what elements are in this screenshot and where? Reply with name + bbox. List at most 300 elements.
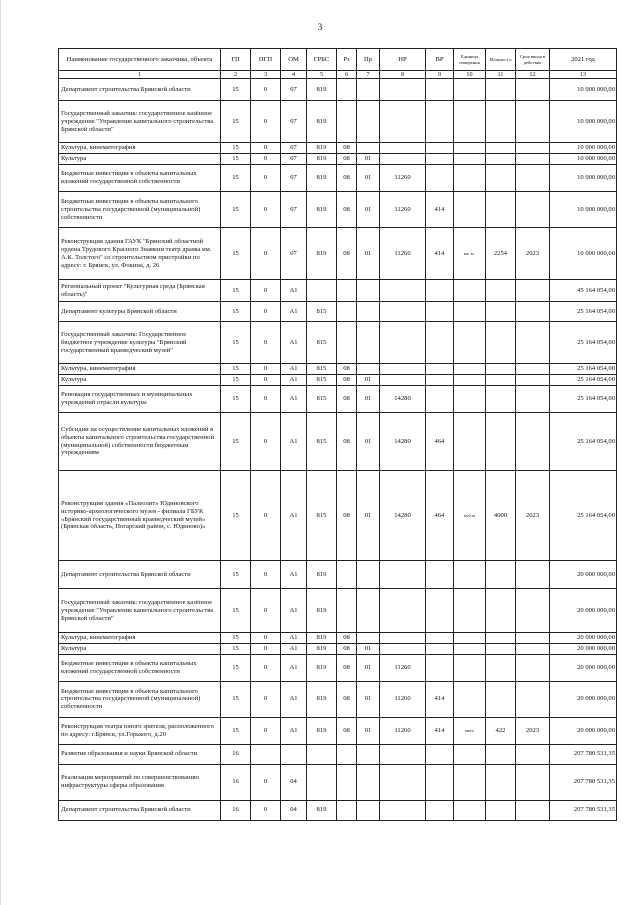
cell-name: Бюджетные инвестиции в объекты капитальных вложений государственной собственности (59, 165, 221, 192)
cell-nr (380, 154, 426, 165)
cell-term (516, 654, 550, 681)
col-gp-header: ГП (221, 49, 251, 71)
cell-pgp: 0 (251, 280, 281, 302)
cell-unit (454, 800, 486, 820)
column-index-cell: 5 (307, 71, 337, 79)
cell-gp: 15 (221, 228, 251, 280)
cell-pgp: 0 (251, 654, 281, 681)
cell-rz: 08 (337, 717, 357, 744)
cell-om: 07 (281, 143, 307, 154)
cell-om: A1 (281, 717, 307, 744)
cell-grbs: 819 (307, 633, 337, 644)
col-rz-header: Рз (337, 49, 357, 71)
cell-term: 2023 (516, 717, 550, 744)
table-row (59, 386, 617, 413)
cell-pgp: 0 (251, 717, 281, 744)
cell-term (516, 154, 550, 165)
cell-term (516, 643, 550, 654)
cell-term (516, 800, 550, 820)
cell-nr (380, 364, 426, 375)
cell-pr (357, 561, 380, 589)
cell-amount: 10 000 000,00 (550, 79, 617, 101)
cell-capacity (486, 375, 516, 386)
table-row (59, 800, 617, 820)
cell-pr: 01 (357, 228, 380, 280)
cell-grbs: 815 (307, 375, 337, 386)
table-row (59, 633, 617, 644)
cell-om: 07 (281, 154, 307, 165)
cell-pr: 01 (357, 375, 380, 386)
column-index-cell: 4 (281, 71, 307, 79)
cell-rz (337, 589, 357, 633)
col-nr-header: НР (380, 49, 426, 71)
cell-term (516, 375, 550, 386)
cell-amount: 45 164 054,00 (550, 280, 617, 302)
cell-gp: 15 (221, 561, 251, 589)
cell-pr (357, 79, 380, 101)
cell-pgp: 0 (251, 633, 281, 644)
cell-om: 07 (281, 192, 307, 228)
table-row (59, 561, 617, 589)
cell-nr (380, 764, 426, 800)
col-om-header: ОМ (281, 49, 307, 71)
cell-unit (454, 643, 486, 654)
cell-name: Государственный заказчик: государственное казённое учреждение "Управление капитального строительства Брянской области" (59, 101, 221, 143)
cell-nr (380, 79, 426, 101)
cell-om: 04 (281, 764, 307, 800)
cell-gp: 15 (221, 375, 251, 386)
cell-rz (337, 744, 357, 764)
cell-grbs: 815 (307, 386, 337, 413)
cell-unit (454, 764, 486, 800)
cell-nr (380, 302, 426, 322)
cell-amount: 20 000 000,00 (550, 589, 617, 633)
cell-nr: 11260 (380, 681, 426, 717)
scan-edge (0, 0, 1, 905)
cell-amount: 207 780 531,35 (550, 764, 617, 800)
cell-amount: 10 000 000,00 (550, 192, 617, 228)
cell-pr: 01 (357, 643, 380, 654)
column-index-row (59, 71, 617, 79)
cell-nr (380, 143, 426, 154)
cell-pr: 01 (357, 386, 380, 413)
cell-unit (454, 302, 486, 322)
cell-nr (380, 322, 426, 364)
cell-pgp: 0 (251, 79, 281, 101)
column-index-cell: 12 (516, 71, 550, 79)
cell-unit (454, 375, 486, 386)
cell-grbs: 819 (307, 79, 337, 101)
cell-om: A1 (281, 654, 307, 681)
cell-grbs: 819 (307, 165, 337, 192)
cell-grbs (307, 764, 337, 800)
cell-pr (357, 143, 380, 154)
cell-grbs: 815 (307, 302, 337, 322)
col-unit-header: Единица измерения (454, 49, 486, 71)
cell-capacity: 422 (486, 717, 516, 744)
cell-name: Культура (59, 154, 221, 165)
col-pgp-header: ПГП (251, 49, 281, 71)
cell-capacity (486, 154, 516, 165)
cell-pr: 01 (357, 654, 380, 681)
cell-om: 07 (281, 79, 307, 101)
cell-pgp (251, 744, 281, 764)
table-row (59, 764, 617, 800)
col-vr-header: ВР (426, 49, 454, 71)
cell-term (516, 386, 550, 413)
cell-term (516, 322, 550, 364)
col-year-header: 2021 год (550, 49, 617, 71)
cell-nr (380, 280, 426, 302)
cell-pgp: 0 (251, 471, 281, 561)
table-row (59, 364, 617, 375)
cell-gp: 15 (221, 643, 251, 654)
cell-name: Реконструкция здания ГАУК "Брянский областной ордена Трудового Красного Знамени театр драмы им. А.К. Толстого" со строительством пристройки по адресу: г. Брянск, ул. Фокина, д. 26 (59, 228, 221, 280)
cell-capacity (486, 165, 516, 192)
column-index-cell: 2 (221, 71, 251, 79)
cell-grbs (307, 744, 337, 764)
cell-term (516, 101, 550, 143)
cell-amount: 10 000 000,00 (550, 143, 617, 154)
cell-term (516, 744, 550, 764)
table-row (59, 471, 617, 561)
cell-unit (454, 143, 486, 154)
cell-gp: 16 (221, 764, 251, 800)
cell-unit: мест (454, 717, 486, 744)
table-row (59, 744, 617, 764)
column-index-cell: 13 (550, 71, 617, 79)
cell-capacity (486, 280, 516, 302)
column-index-cell: 9 (426, 71, 454, 79)
table-row (59, 413, 617, 471)
cell-name: Департамент культуры Брянской области (59, 302, 221, 322)
cell-vr (426, 800, 454, 820)
cell-grbs (307, 280, 337, 302)
cell-capacity (486, 561, 516, 589)
cell-om: A1 (281, 386, 307, 413)
cell-vr: 414 (426, 228, 454, 280)
cell-vr: 414 (426, 192, 454, 228)
cell-vr (426, 643, 454, 654)
cell-gp: 15 (221, 633, 251, 644)
cell-name: Субсидии на осуществление капитальных вложений в объекты капитального строительства государственной (муниципальной) собственности бюджетным учреждениям (59, 413, 221, 471)
cell-gp: 15 (221, 364, 251, 375)
col-pr-header: Пр (357, 49, 380, 71)
cell-pgp: 0 (251, 386, 281, 413)
cell-name: Департамент строительства Брянской области (59, 79, 221, 101)
table-row (59, 154, 617, 165)
cell-grbs: 819 (307, 228, 337, 280)
table-row (59, 654, 617, 681)
cell-name: Реконструкция театра юного зрителя, расположенного по адресу: г.Брянск, ул.Горького, д.20 (59, 717, 221, 744)
cell-name: Государственный заказчик: государственное казённое учреждение "Управление капитального строительства Брянской области" (59, 589, 221, 633)
cell-vr (426, 101, 454, 143)
cell-pgp: 0 (251, 192, 281, 228)
table-row (59, 228, 617, 280)
cell-name: Реновация государственных и муниципальных учреждений отрасли культуры (59, 386, 221, 413)
cell-term (516, 413, 550, 471)
cell-capacity (486, 744, 516, 764)
column-index-cell: 3 (251, 71, 281, 79)
cell-unit (454, 589, 486, 633)
cell-om: A1 (281, 375, 307, 386)
cell-term (516, 681, 550, 717)
cell-vr (426, 302, 454, 322)
cell-vr (426, 654, 454, 681)
cell-name: Департамент строительства Брянской области (59, 800, 221, 820)
cell-capacity: 2254 (486, 228, 516, 280)
cell-gp: 15 (221, 101, 251, 143)
cell-vr (426, 280, 454, 302)
cell-amount: 10 000 000,00 (550, 165, 617, 192)
cell-om: 07 (281, 228, 307, 280)
cell-capacity (486, 79, 516, 101)
cell-nr (380, 633, 426, 644)
cell-gp: 15 (221, 192, 251, 228)
cell-gp: 15 (221, 471, 251, 561)
cell-term (516, 364, 550, 375)
cell-name: Культура, кинематография (59, 143, 221, 154)
header-row (59, 49, 617, 71)
cell-om: A1 (281, 322, 307, 364)
cell-amount: 25 164 054,00 (550, 364, 617, 375)
cell-capacity (486, 192, 516, 228)
cell-pr (357, 744, 380, 764)
cell-name: Департамент строительства Брянской области (59, 561, 221, 589)
cell-amount: 207 780 531,35 (550, 744, 617, 764)
cell-rz (337, 302, 357, 322)
cell-pgp: 0 (251, 643, 281, 654)
cell-unit (454, 561, 486, 589)
cell-rz: 08 (337, 192, 357, 228)
col-term-header: Срок ввода в действие (516, 49, 550, 71)
cell-om: A1 (281, 280, 307, 302)
cell-pr: 01 (357, 154, 380, 165)
cell-om: A1 (281, 589, 307, 633)
cell-pgp: 0 (251, 589, 281, 633)
cell-amount: 20 000 000,00 (550, 561, 617, 589)
cell-pr (357, 280, 380, 302)
cell-vr (426, 386, 454, 413)
cell-capacity (486, 764, 516, 800)
cell-om: 07 (281, 101, 307, 143)
cell-rz: 08 (337, 228, 357, 280)
cell-pr (357, 764, 380, 800)
table-row (59, 143, 617, 154)
cell-grbs: 819 (307, 643, 337, 654)
cell-vr (426, 165, 454, 192)
cell-vr (426, 633, 454, 644)
cell-vr (426, 322, 454, 364)
cell-name: Бюджетные инвестиции в объекты капитального строительства государственной (муниципальной) собственности (59, 192, 221, 228)
cell-vr: 414 (426, 717, 454, 744)
table-row (59, 717, 617, 744)
cell-capacity (486, 386, 516, 413)
cell-om: 04 (281, 800, 307, 820)
cell-name: Культура, кинематография (59, 364, 221, 375)
cell-pr: 01 (357, 471, 380, 561)
cell-vr (426, 375, 454, 386)
cell-amount: 25 164 054,00 (550, 413, 617, 471)
cell-capacity (486, 413, 516, 471)
cell-amount: 10 000 000,00 (550, 228, 617, 280)
cell-pgp: 0 (251, 561, 281, 589)
cell-grbs: 819 (307, 800, 337, 820)
cell-om: A1 (281, 413, 307, 471)
cell-unit (454, 280, 486, 302)
cell-gp: 15 (221, 589, 251, 633)
table-row (59, 322, 617, 364)
cell-pr (357, 302, 380, 322)
cell-nr (380, 589, 426, 633)
cell-om: A1 (281, 633, 307, 644)
cell-grbs: 819 (307, 561, 337, 589)
cell-amount: 25 164 054,00 (550, 302, 617, 322)
cell-term (516, 633, 550, 644)
cell-pgp: 0 (251, 375, 281, 386)
cell-nr: 11260 (380, 654, 426, 681)
column-index-cell: 11 (486, 71, 516, 79)
column-index-cell: 6 (337, 71, 357, 79)
cell-capacity (486, 643, 516, 654)
table-row (59, 589, 617, 633)
cell-unit (454, 413, 486, 471)
cell-nr (380, 561, 426, 589)
cell-vr (426, 744, 454, 764)
cell-pgp: 0 (251, 154, 281, 165)
cell-grbs: 819 (307, 681, 337, 717)
cell-gp: 15 (221, 79, 251, 101)
cell-unit (454, 101, 486, 143)
cell-pr: 01 (357, 165, 380, 192)
cell-gp: 15 (221, 154, 251, 165)
cell-rz: 08 (337, 654, 357, 681)
cell-term (516, 589, 550, 633)
cell-unit (454, 654, 486, 681)
cell-grbs: 819 (307, 589, 337, 633)
cell-vr (426, 79, 454, 101)
cell-om: A1 (281, 643, 307, 654)
cell-capacity: 4000 (486, 471, 516, 561)
budget-table (58, 48, 617, 821)
cell-rz (337, 561, 357, 589)
table-row (59, 643, 617, 654)
cell-nr: 11260 (380, 165, 426, 192)
cell-amount: 207 780 531,35 (550, 800, 617, 820)
column-index-cell: 1 (59, 71, 221, 79)
cell-vr (426, 154, 454, 165)
cell-nr: 11260 (380, 717, 426, 744)
cell-amount: 20 000 000,00 (550, 654, 617, 681)
cell-gp: 15 (221, 280, 251, 302)
cell-name: Реализация мероприятий по совершенствованию инфраструктуры сферы образования (59, 764, 221, 800)
col-grbs-header: ГРБС (307, 49, 337, 71)
cell-pgp: 0 (251, 143, 281, 154)
col-capacity-header: Мощност ь (486, 49, 516, 71)
cell-rz (337, 322, 357, 364)
cell-vr: 464 (426, 413, 454, 471)
cell-capacity (486, 589, 516, 633)
cell-nr (380, 375, 426, 386)
cell-amount: 20 000 000,00 (550, 633, 617, 644)
cell-rz: 08 (337, 633, 357, 644)
cell-vr (426, 764, 454, 800)
cell-gp: 15 (221, 322, 251, 364)
cell-nr: 14280 (380, 386, 426, 413)
cell-nr (380, 101, 426, 143)
cell-amount: 25 164 054,00 (550, 386, 617, 413)
cell-nr (380, 744, 426, 764)
cell-name: Государственный заказчик: Государственное бюджетное учреждение культуры "Брянский государственный краеведческий музей" (59, 322, 221, 364)
cell-capacity (486, 101, 516, 143)
table-row (59, 280, 617, 302)
table-row (59, 375, 617, 386)
cell-capacity (486, 681, 516, 717)
cell-capacity (486, 364, 516, 375)
cell-vr: 414 (426, 681, 454, 717)
page-number: 3 (317, 22, 323, 32)
table-row (59, 101, 617, 143)
cell-pgp: 0 (251, 322, 281, 364)
cell-gp: 15 (221, 302, 251, 322)
cell-nr: 11260 (380, 192, 426, 228)
column-index-cell: 7 (357, 71, 380, 79)
cell-pgp: 0 (251, 681, 281, 717)
cell-gp: 15 (221, 717, 251, 744)
cell-grbs: 819 (307, 101, 337, 143)
cell-unit (454, 154, 486, 165)
cell-amount: 20 000 000,00 (550, 643, 617, 654)
cell-gp: 15 (221, 681, 251, 717)
cell-capacity (486, 800, 516, 820)
cell-unit (454, 364, 486, 375)
cell-amount: 20 000 000,00 (550, 717, 617, 744)
cell-amount: 25 164 054,00 (550, 322, 617, 364)
cell-gp: 15 (221, 654, 251, 681)
cell-pr: 01 (357, 192, 380, 228)
cell-term (516, 302, 550, 322)
cell-om: A1 (281, 681, 307, 717)
cell-pgp: 0 (251, 800, 281, 820)
cell-capacity (486, 143, 516, 154)
table-row (59, 302, 617, 322)
cell-pr (357, 800, 380, 820)
cell-term (516, 79, 550, 101)
cell-om: 07 (281, 165, 307, 192)
cell-rz (337, 280, 357, 302)
cell-pr (357, 364, 380, 375)
column-index-cell: 8 (380, 71, 426, 79)
cell-om: A1 (281, 302, 307, 322)
cell-term: 2023 (516, 228, 550, 280)
cell-grbs: 815 (307, 413, 337, 471)
cell-unit (454, 165, 486, 192)
cell-pgp: 0 (251, 165, 281, 192)
cell-capacity (486, 302, 516, 322)
cell-name: Реконструкция здания «Палеолит» Юдиновского историко-археологического музея - филиала ГБУК «Брянский государственный краеведческий музей» (Брянская область, Погарский район, с. Юдиново)» (59, 471, 221, 561)
cell-om: A1 (281, 364, 307, 375)
cell-om: A1 (281, 471, 307, 561)
cell-term (516, 764, 550, 800)
cell-grbs: 815 (307, 471, 337, 561)
cell-rz: 08 (337, 364, 357, 375)
cell-gp: 15 (221, 386, 251, 413)
cell-vr (426, 364, 454, 375)
cell-om (281, 744, 307, 764)
cell-rz (337, 101, 357, 143)
cell-nr (380, 643, 426, 654)
cell-amount: 25 164 054,00 (550, 375, 617, 386)
